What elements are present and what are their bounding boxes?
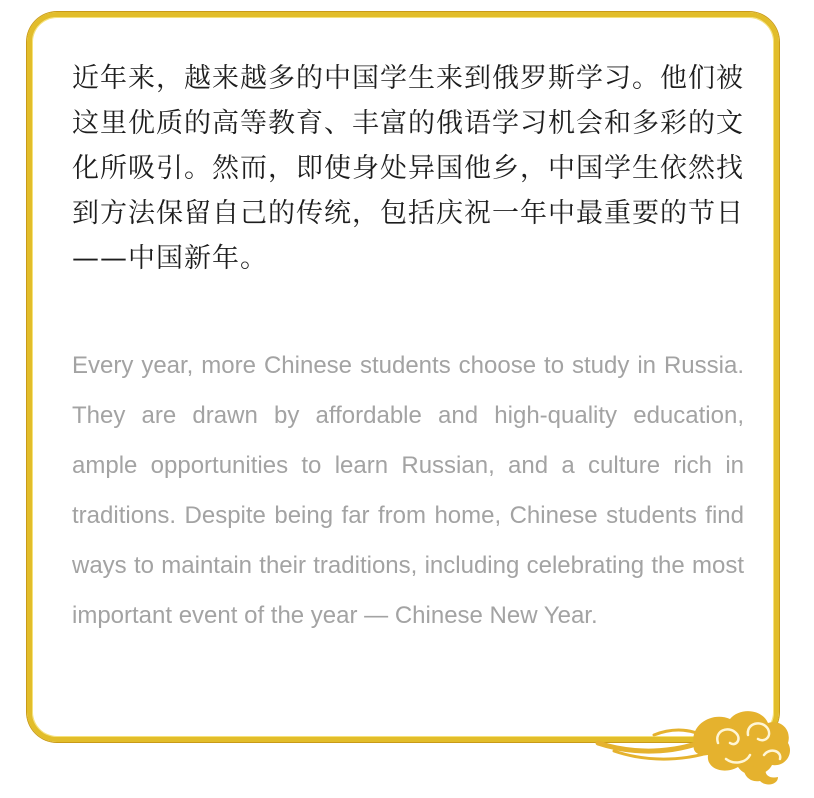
chinese-paragraph: 近年来，越来越多的中国学生来到俄罗斯学习。他们被这里优质的高等教育、丰富的俄语学习机会和多彩的文化所吸引。然而，即使身处异国他乡，中国学生依然找到方法保留自己的传统，包括庆祝一年中最重要的节日——中国新年。 <box>72 63 744 274</box>
english-paragraph: Every year, more Chinese students choose to study in Russia. They are drawn by affordable and high-quality education, ample opportunities to learn Russian, and a culture rich in traditions. Despite being far from home, Chinese students find ways to maintain their traditions, including celebrating the most important event of the year — Chinese New Year. <box>72 352 744 629</box>
auspicious-cloud-icon <box>594 705 794 790</box>
article-content <box>72 56 744 641</box>
